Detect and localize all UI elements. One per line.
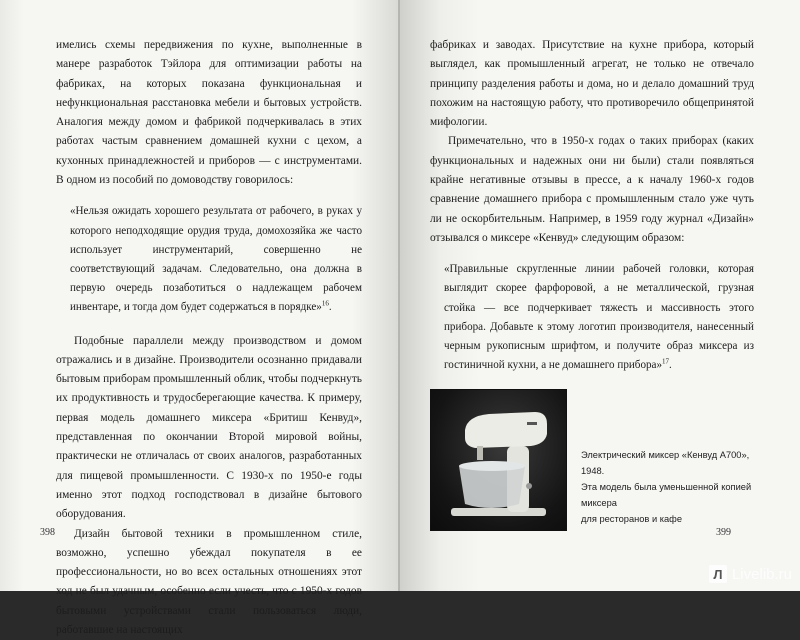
mixer-figure [430,389,754,531]
left-paragraph-3: Дизайн бытовой техники в промышленном стиле, возможно, успешно убеждал покупателя в ее профессиональности, но во всех остальных отношениях этот ход не был удачным, особенно если учесть, что с 1950-х годов бытовыми устройствами стали пользоваться люди, работавшие на настоящих [56,527,362,637]
right-paragraph-1: фабриках и заводах. Присутствие на кухне прибора, который выглядел, как промышленный агрегат, не только не отвечало принципу разделения работы и дома, но и делало домашний труд похожим на настоящую работу, что противоречило общепринятой мифологии. [430,39,754,129]
left-footnote-ref[interactable]: 16 [321,299,329,308]
mixer-illustration [431,390,566,530]
left-quote-text: «Нельзя ожидать хорошего результата от рабочего, в руках у которого неподходящие орудия труда, домохозяйка же часто использует инструментарий, совершенно не соответствующий задачам. Следовательно, она должна в первую очередь позаботиться о надлежащем рабочем инвентаре, и тогда дом будет содержаться в порядке» [70,205,362,314]
left-page [0,0,400,637]
right-footnote-ref[interactable]: 17 [662,357,670,366]
left-quote: «Нельзя ожидать хорошего результата от рабочего, в руках у которого неподходящие орудия труда, домохозяйка же часто использует инструментарий, совершенно не соответствующий задачам. Следовательно, она должна в первую очередь позаботиться о надлежащем рабочем инвентаре, и тогда дом будет содержаться в порядке»$^{16}$. [70,205,362,314]
caption-line-2: Эта модель была уменьшенной копией миксера [581,482,752,509]
caption-line-3: для ресторанов и кафе [581,514,682,525]
right-page [400,0,800,591]
page-number-right: 399 [716,527,731,538]
caption-line-1: Электрический миксер «Кенвуд А700», 1948. [581,450,750,477]
left-paragraph-2: Подобные параллели между производством и домом отражались и в дизайне. Производители осознанно придавали бытовым приборам промышленный облик, чтобы подчеркнуть их продуктивность и трудосберегающие качества. К примеру, первая модель домашнего миксера «Бритиш Кенвуд», представленная по окончании Второй мировой войны, практически не отличалась от своих аналогов, разработанных для пищевой промышленности. С 1930-х по 1950-е годы именно этот подход господствовал в дизайне бытового оборудования. [56,334,362,521]
right-quote-text: «Правильные скругленные линии рабочей головки, которая выглядит скорее фарфоровой, а не металлической, грузная стойка — все подчеркивает тяжесть и массивность этого прибора. Добавьте к этому логотип производителя, нанесенный черным рукописным шрифтом, и получите образ миксера из гостиничной кухни, а не домашнего прибора» [444,263,754,372]
right-quote: «Правильные скругленные линии рабочей головки, которая выглядит скорее фарфоровой, а не металлической, грузная стойка — все подчеркивает тяжесть и массивность этого прибора. Добавьте к этому логотип производителя, нанесенный черным рукописным шрифтом, и получите образ миксера из гостиничной кухни, а не домашнего прибора»$^{17}$. [444,263,754,372]
page-number-left: 398 [40,527,55,538]
livelib-watermark [709,565,792,583]
mixer-photo [430,389,567,531]
watermark-text: Livelib.ru [731,565,792,583]
left-paragraph-1: имелись схемы передвижения по кухне, выполненные в манере разработок Тэйлора для оптимизации работы на фабриках, на которых показана функциональная и нефункциональная расстановка мебели и бытовых устройств. Аналогия между домом и фабрикой подчеркивалась в этих работах частым сравнением домашней кухни с цехом, а кухонных принадлежностей и приборов — с инструментами. В одном из пособий по домоводству говорилось: [56,39,362,187]
figure-caption [581,447,754,531]
livelib-logo-icon: Л [709,565,727,583]
right-paragraph-2: Примечательно, что в 1950-х годах о таких приборах (каких функциональных и надежных они ни были) стали появляться крайне негативные отзывы в прессе, а к началу 1960-х годов сравнение домашнего прибора с промышленным стало уже чуть ли не оскорбительным. Например, в 1959 году журнал «Дизайн» отзывался о миксере «Кенвуд» следующим образом: [430,135,754,244]
